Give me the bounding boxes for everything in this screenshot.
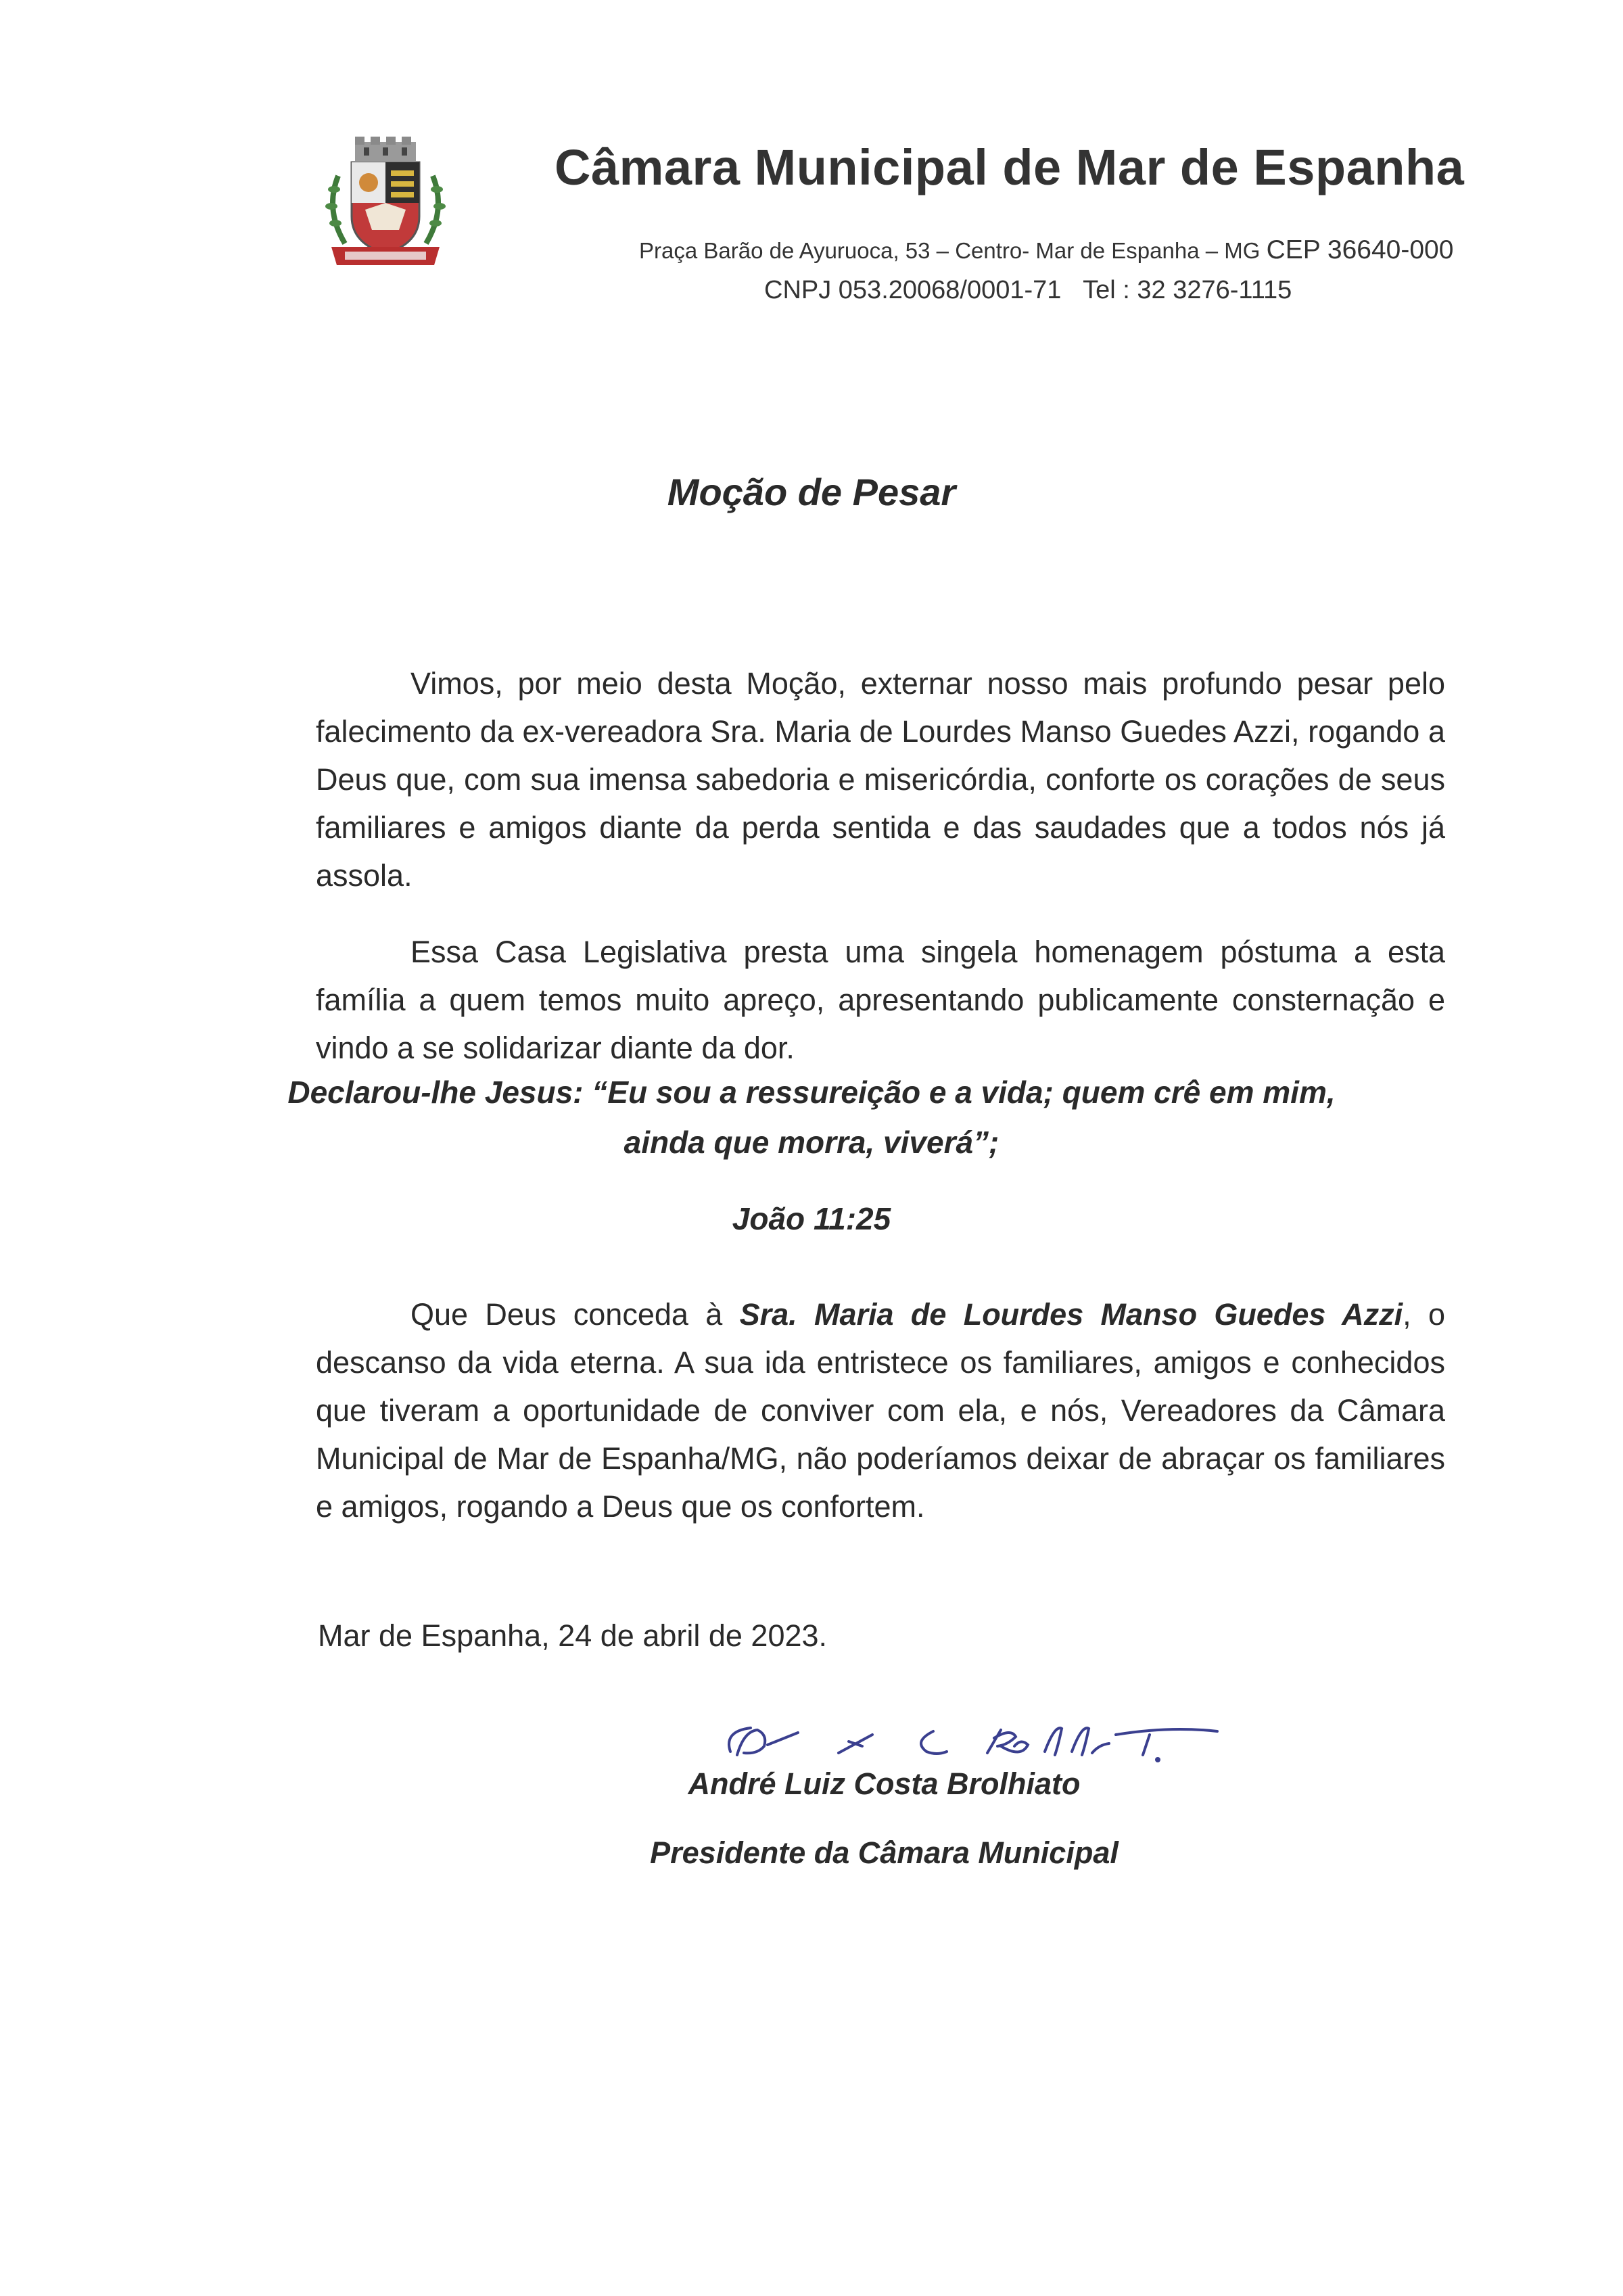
quote-line-1: Declarou-lhe Jesus: “Eu sou a ressureição e a vida; quem crê em mim, [287, 1075, 1336, 1110]
cep-text: CEP 36640-000 [1266, 235, 1454, 264]
quote-reference: João 11:25 [732, 1201, 891, 1236]
organization-address [639, 235, 1518, 265]
document-title: Moção de Pesar [667, 471, 956, 513]
organization-name: Câmara Municipal de Mar de Espanha [555, 139, 1465, 195]
honoree-name: Sra. Maria de Lourdes Manso Guedes Azzi [739, 1297, 1403, 1332]
signer-name: André Luiz Costa Brolhiato [688, 1766, 1081, 1801]
paragraph-homage: Essa Casa Legislativa presta uma singela homenagem póstuma a esta família a quem temos muito apreço, apresentando publicamente consternação e vindo a se solidarizar diante da dor. [316, 935, 1445, 1065]
address-text: Praça Barão de Ayuruoca, 53 – Centro- Mar de Espanha – MG [639, 238, 1261, 263]
municipal-coat-of-arms-icon [318, 135, 453, 277]
paragraph-prayer [316, 1290, 1445, 1530]
organization-registration [764, 276, 1373, 305]
paragraph-condolence: Vimos, por meio desta Moção, externar nosso mais profundo pesar pelo falecimento da ex-vereadora Sra. Maria de Lourdes Manso Guedes Azzi, rogando a Deus que, com sua imensa sabedoria e misericórdia, conforte os corações de seus familiares e amigos diante da perda sentida e das saudades que a todos nós já assola. [316, 666, 1445, 893]
signer-role: Presidente da Câmara Municipal [650, 1835, 1119, 1870]
paragraph-prayer-end: , o descanso da vida eterna. A sua ida entristece os familiares, amigos e conhecidos que tiveram a oportunidade de conviver com ela, e nós, Vereadores da Câmara Municipal de Mar de Espanha/MG, não poderíamos deixar de abraçar os familiares e amigos, rogando a Deus que os confortem. [316, 1297, 1445, 1524]
paragraph-prayer-start: Que Deus conceda à [410, 1297, 740, 1332]
bible-quote [0, 1067, 1623, 1167]
quote-line-2: ainda que morra, viverá”; [624, 1125, 999, 1160]
date-line: Mar de Espanha, 24 de abril de 2023. [318, 1618, 828, 1653]
cnpj-text: CNPJ 053.20068/0001-71 [764, 276, 1062, 304]
phone-text: Tel : 32 3276-1115 [1083, 276, 1292, 304]
